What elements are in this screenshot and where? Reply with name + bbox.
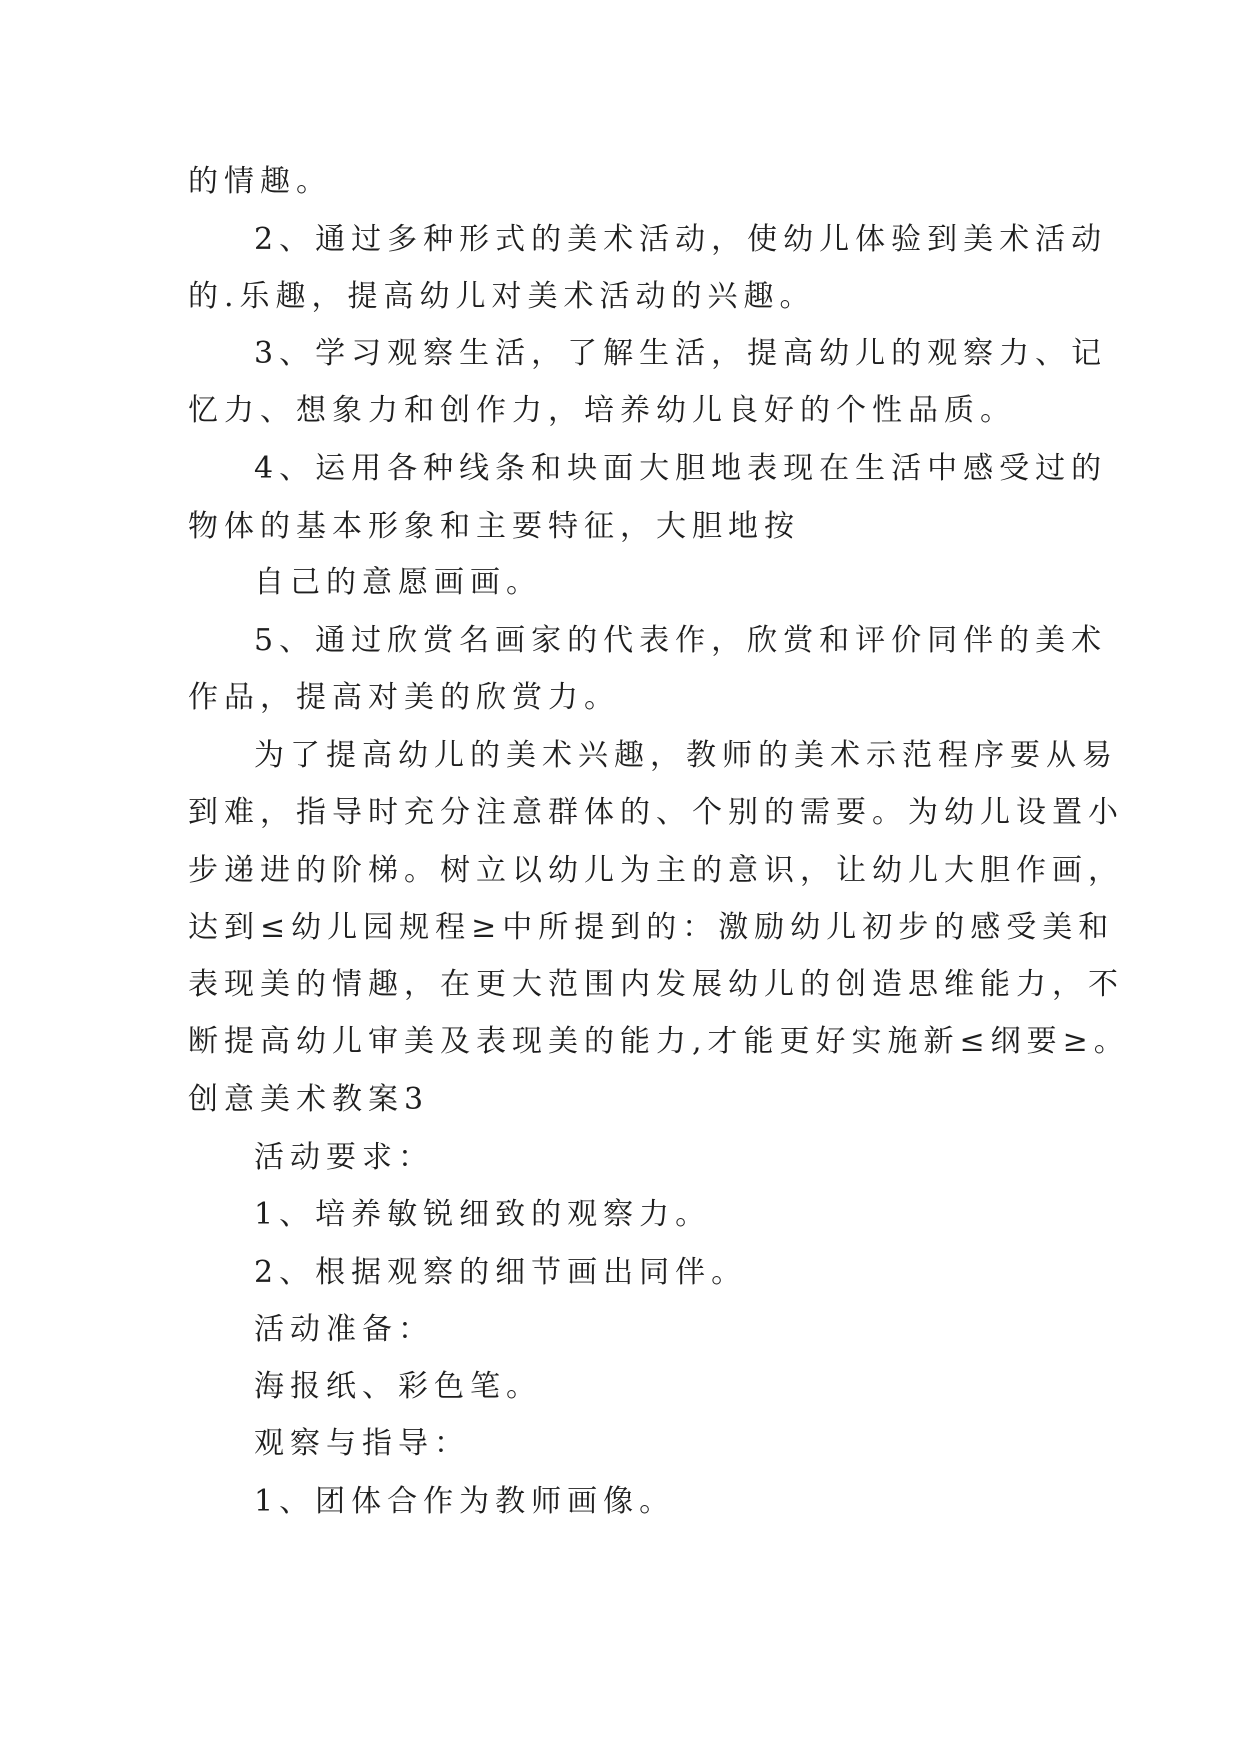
text-line: 2、根据观察的细节画出同伴。 — [254, 1255, 748, 1290]
text-line: 1、培养敏锐细致的观察力。 — [254, 1197, 712, 1232]
text-line: 自己的意愿画画。 — [254, 565, 542, 600]
text-line: 物体的基本形象和主要特征，大胆地按 — [188, 509, 800, 544]
text-line: 观察与指导： — [254, 1426, 470, 1461]
text-line: 作品，提高对美的欣赏力。 — [188, 680, 620, 715]
text-line: 为了提高幼儿的美术兴趣，教师的美术示范程序要从易 — [254, 738, 1118, 773]
text-line: 表现美的情趣，在更大范围内发展幼儿的创造思维能力，不 — [188, 967, 1124, 1002]
text-line: 5、通过欣赏名画家的代表作，欣赏和评价同伴的美术 — [254, 623, 1108, 658]
section-heading: 创意美术教案3 — [188, 1082, 430, 1117]
text-line: 到难，指导时充分注意群体的、个别的需要。为幼儿设置小 — [188, 795, 1124, 830]
text-line: 活动要求： — [254, 1140, 434, 1175]
text-line: 海报纸、彩色笔。 — [254, 1369, 542, 1404]
text-line: 断提高幼儿审美及表现美的能力,才能更好实施新≤纲要≥。 — [188, 1024, 1130, 1059]
text-line: 的情趣。 — [188, 164, 332, 199]
text-line: 1、团体合作为教师画像。 — [254, 1484, 676, 1519]
text-line: 3、学习观察生活，了解生活，提高幼儿的观察力、记 — [254, 336, 1108, 371]
text-line: 忆力、想象力和创作力，培养幼儿良好的个性品质。 — [188, 393, 1016, 428]
text-line: 步递进的阶梯。树立以幼儿为主的意识，让幼儿大胆作画， — [188, 853, 1124, 888]
text-line: 达到≤幼儿园规程≥中所提到的：激励幼儿初步的感受美和 — [188, 910, 1115, 945]
text-line: 4、运用各种线条和块面大胆地表现在生活中感受过的 — [254, 451, 1108, 486]
text-line: 的.乐趣，提高幼儿对美术活动的兴趣。 — [188, 279, 816, 314]
text-line: 2、通过多种形式的美术活动，使幼儿体验到美术活动 — [254, 222, 1108, 257]
text-line: 活动准备： — [254, 1312, 434, 1347]
